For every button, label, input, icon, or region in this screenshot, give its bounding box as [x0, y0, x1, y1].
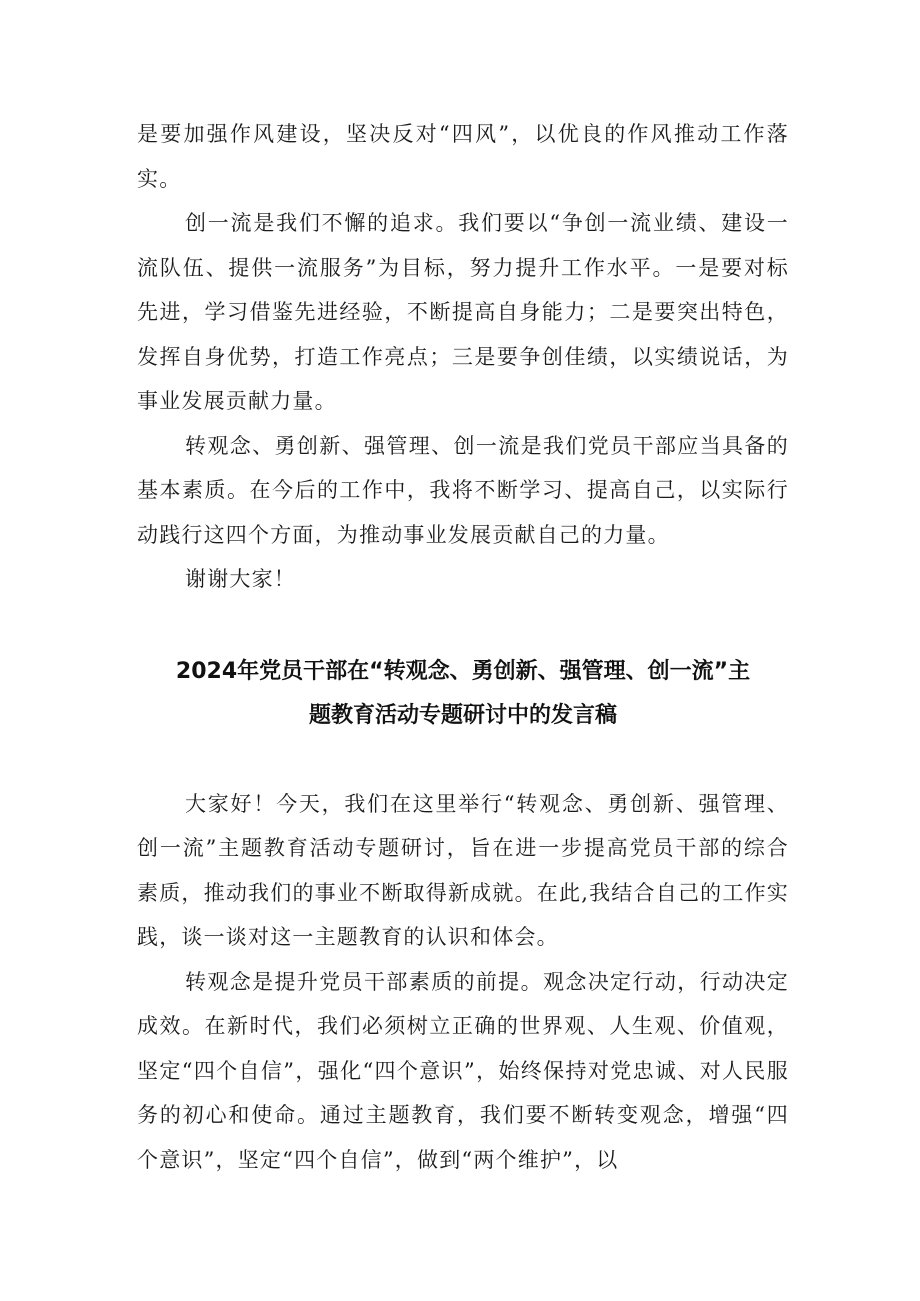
paragraph-thanks: 谢谢大家！ — [185, 567, 296, 591]
paragraph-summary: 转观念、勇创新、强管理、创一流是我们党员干部应当具备的基本素质。在今后的工作中，我将不断学习、提高自己，以实际行动践行这四个方面，为推动事业发展贡献自己的力量。 — [137, 433, 789, 547]
paragraph-change-mindset: 转观念是提升党员干部素质的前提。观念决定行动，行动决定成效。在新时代，我们必须树立正确的世界观、人生观、价值观，坚定“四个自信”，强化“四个意识”，始终保持对党忠诚、对人民服务的初心和使命。通过主题教育，我们要不断转变观念，增强“四个意识”，坚定“四个自信”，做到“两个维护”，以 — [137, 969, 789, 1172]
paragraph-continuation: 是要加强作风建设，坚决反对“四风”，以优良的作风推动工作落实。 — [137, 122, 789, 191]
paragraph-greeting: 大家好！今天，我们在这里举行“转观念、勇创新、强管理、创一流”主题教育活动专题研讨，旨在进一步提高党员干部的综合素质，推动我们的事业不断取得新成就。在此,我结合自己的工作实践，谈一谈对这一主题教育的认识和体会。 — [137, 791, 789, 949]
document-title-line-1: 2024年党员干部在“转观念、勇创新、强管理、创一流”主 — [175, 658, 751, 684]
document-page — [137, 112, 789, 1182]
paragraph-excellence: 创一流是我们不懈的追求。我们要以“争创一流业绩、建设一流队伍、提供一流服务”为目标，努力提升工作水平。一是要对标先进，学习借鉴先进经验，不断提高自身能力；二是要突出特色，发挥自身优势，打造工作亮点；三是要争创佳绩，以实绩说话，为事业发展贡献力量。 — [137, 211, 789, 413]
document-title-line-2: 题教育活动专题研讨中的发言稿 — [308, 702, 617, 728]
document-title — [137, 650, 789, 738]
title-spacer — [137, 738, 789, 782]
